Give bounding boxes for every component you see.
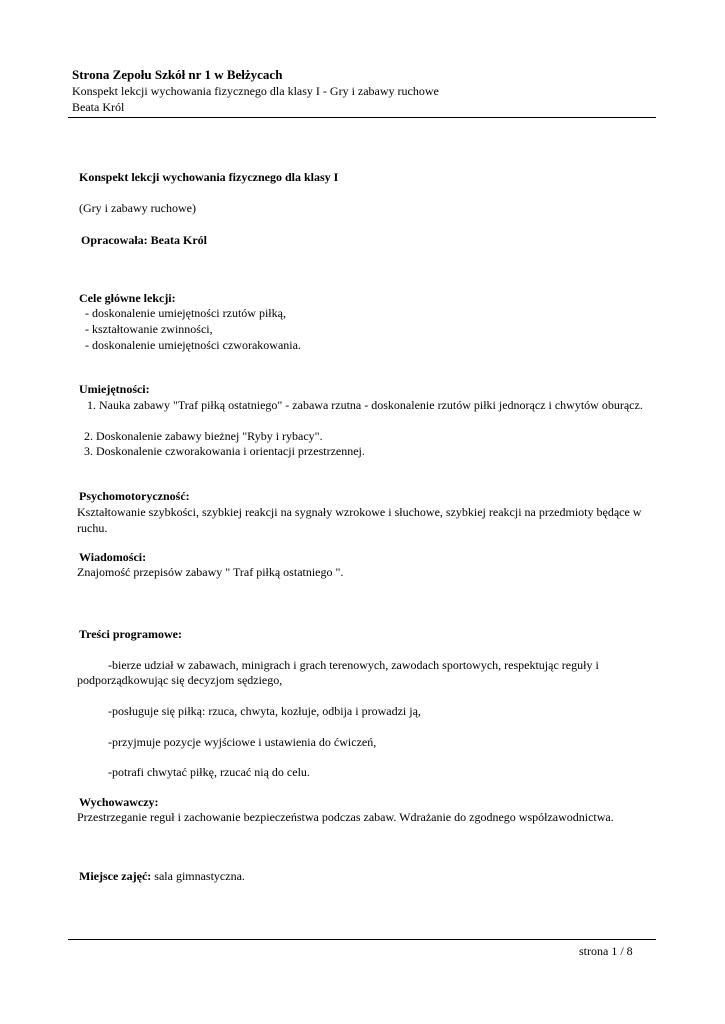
program-heading: Treści programowe: (79, 627, 182, 641)
educational-heading: Wychowawczy: (79, 795, 159, 809)
skills-item: 1. Nauka zabawy "Traf piłką ostatniego" - zabawa rzutna - doskonalenie rzutów piłki jednorącz i chwytów oburącz. (87, 398, 643, 412)
educational-text: Przestrzeganie reguł i zachowanie bezpieczeństwa podczas zabaw. Wdrażanie do zgodnego współzawodnictwa. (77, 810, 614, 824)
goals-item: - kształtowanie zwinności, (85, 322, 213, 336)
psycho-text: Kształtowanie szybkości, szybkiej reakcji na sygnały wzrokowe i słuchowe, szybkiej reakcji na przedmioty będące w (77, 505, 642, 519)
header-subtitle: Konspekt lekcji wychowania fizycznego dla klasy I - Gry i zabawy ruchowe (72, 84, 439, 98)
program-item: -potrafi chwytać piłkę, rzucać nią do celu. (108, 765, 310, 779)
goals-item: - doskonalenie umiejętności czworakowania. (85, 338, 301, 352)
program-item: -bierze udział w zabawach, minigrach i grach terenowych, zawodach sportowych, respektując reguły i (108, 658, 599, 672)
place-label: Miejsce zajęć: (79, 869, 152, 883)
skills-heading: Umiejętności: (79, 382, 150, 396)
knowledge-heading: Wiadomości: (79, 550, 147, 564)
page-number: strona 1 / 8 (579, 944, 633, 958)
psycho-heading: Psychomotoryczność: (79, 489, 190, 503)
goals-heading: Cele główne lekcji: (79, 291, 176, 305)
doc-prepared-by: Opracowała: Beata Król (81, 233, 207, 247)
skills-item: 3. Doskonalenie czworakowania i orientacji przestrzennej. (84, 444, 365, 458)
program-item: podporządkowując się decyzjom sędziego, (77, 673, 283, 687)
skills-item: 2. Doskonalenie zabawy bieżnej "Ryby i rybacy". (84, 429, 323, 443)
header-title: Strona Zepołu Szkół nr 1 w Bełżycach (72, 67, 283, 82)
goals-item: - doskonalenie umiejętności rzutów piłką, (85, 306, 286, 320)
doc-subtitle: (Gry i zabawy ruchowe) (79, 201, 196, 215)
place-value: sala gimnastyczna. (151, 869, 245, 883)
doc-title: Konspekt lekcji wychowania fizycznego dla klasy I (79, 170, 339, 184)
place-line (79, 868, 245, 884)
footer-rule (68, 939, 656, 940)
psycho-text: ruchu. (77, 521, 108, 535)
program-item: -przyjmuje pozycje wyjściowe i ustawienia do ćwiczeń, (108, 735, 377, 749)
program-item: -posługuje się piłką: rzuca, chwyta, kozłuje, odbija i prowadzi ją, (108, 704, 421, 718)
knowledge-text: Znajomość przepisów zabawy " Traf piłką ostatniego ". (77, 565, 344, 579)
header-rule (68, 117, 656, 118)
header-author: Beata Król (72, 100, 125, 114)
